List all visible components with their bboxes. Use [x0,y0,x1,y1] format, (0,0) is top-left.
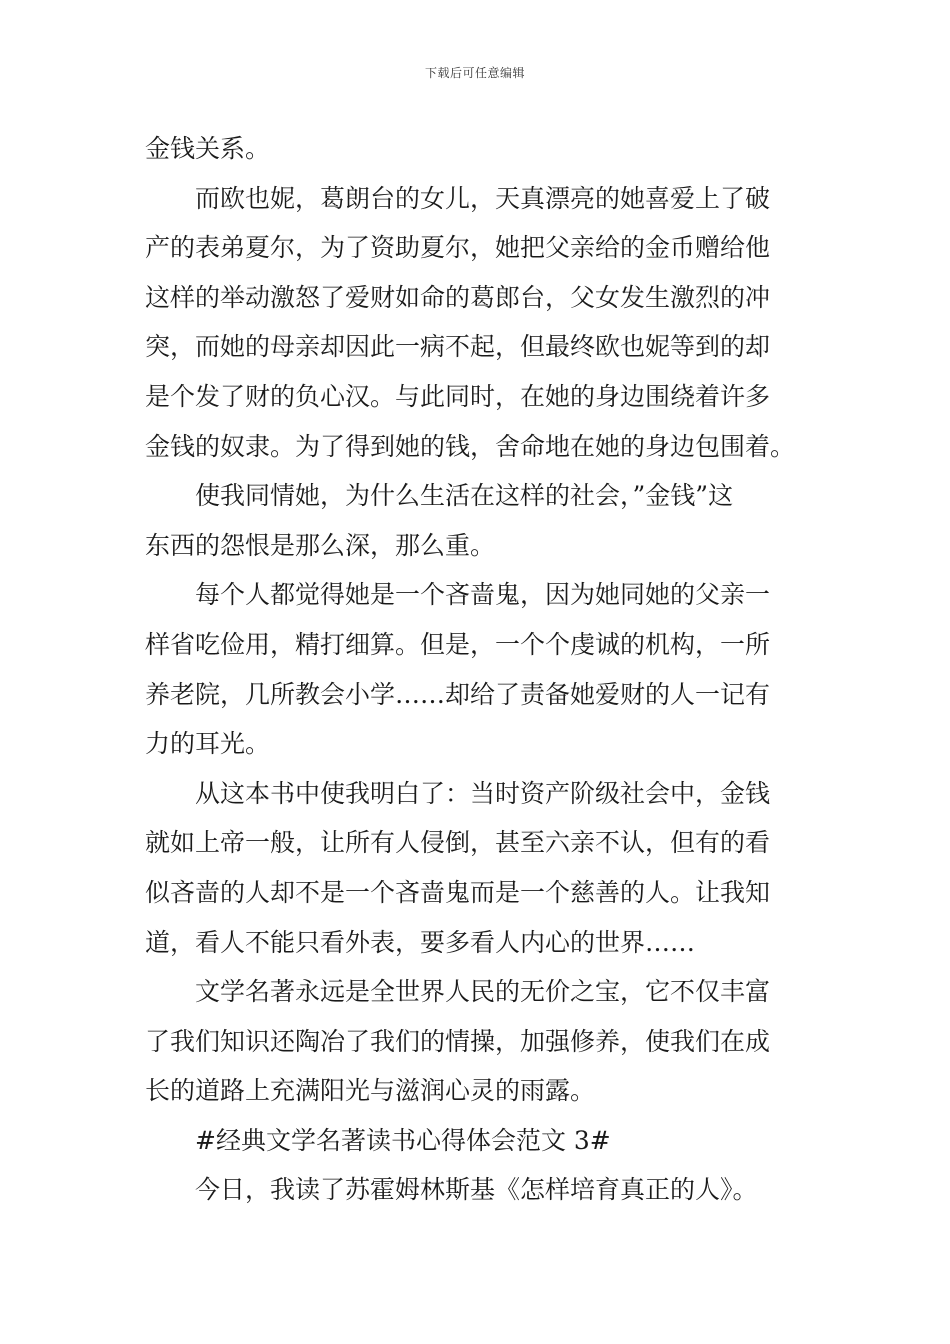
text-line: 了我们知识还陶冶了我们的情操，加强修养，使我们在成 [145,1026,771,1056]
text-line: 长的道路上充满阳光与滋润心灵的雨露。 [145,1076,596,1106]
text-line: 似吝啬的人却不是一个吝啬鬼而是一个慈善的人。让我知 [145,877,771,907]
paragraph-first-line: 今日，我读了苏霍姆林斯基《怎样培育真正的人》。 [195,1175,758,1205]
paragraph-first-line: 文学名著永远是全世界人民的无价之宝，它不仅丰富 [195,977,771,1007]
page-header-note: 下载后可任意编辑 [424,66,525,80]
text-line: 是个发了财的负心汉。与此同时，在她的身边围绕着许多 [145,381,771,411]
text-line: 金钱关系。 [145,134,271,163]
paragraph-first-line: 使我同情她，为什么生活在这样的社会，”金钱”这 [195,481,734,511]
text-line: 东西的怨恨是那么深，那么重。 [145,530,496,560]
text-line: 金钱的奴隶。为了得到她的钱，舍命地在她的身边包围着。 [145,431,796,461]
text-line: 道，看人不能只看外表，要多看人内心的世界…… [145,927,696,957]
text-line: 样省吃俭用，精打细算。但是，一个个虔诚的机构，一所 [145,629,771,659]
text-line: 就如上帝一般，让所有人侵倒，甚至六亲不认，但有的看 [145,828,771,858]
paragraph-first-line: 每个人都觉得她是一个吝啬鬼，因为她同她的父亲一 [195,580,771,610]
paragraph-first-line: 从这本书中使我明白了：当时资产阶级社会中，金钱 [195,778,771,808]
section-heading: #经典文学名著读书心得体会范文 3# [195,1125,611,1155]
paragraph-first-line: 而欧也妮，葛朗台的女儿，天真漂亮的她喜爱上了破 [195,183,771,213]
text-line: 突，而她的母亲却因此一病不起，但最终欧也妮等到的却 [145,332,771,362]
text-line: 养老院，几所教会小学……却给了责备她爱财的人一记有 [145,679,771,709]
text-line: 力的耳光。 [145,729,271,759]
text-line: 产的表弟夏尔，为了资助夏尔，她把父亲给的金币赠给他 [145,233,771,263]
document-body [145,124,810,1215]
text-line: 这样的举动激怒了爱财如命的葛郎台，父女发生激烈的冲 [145,282,771,312]
